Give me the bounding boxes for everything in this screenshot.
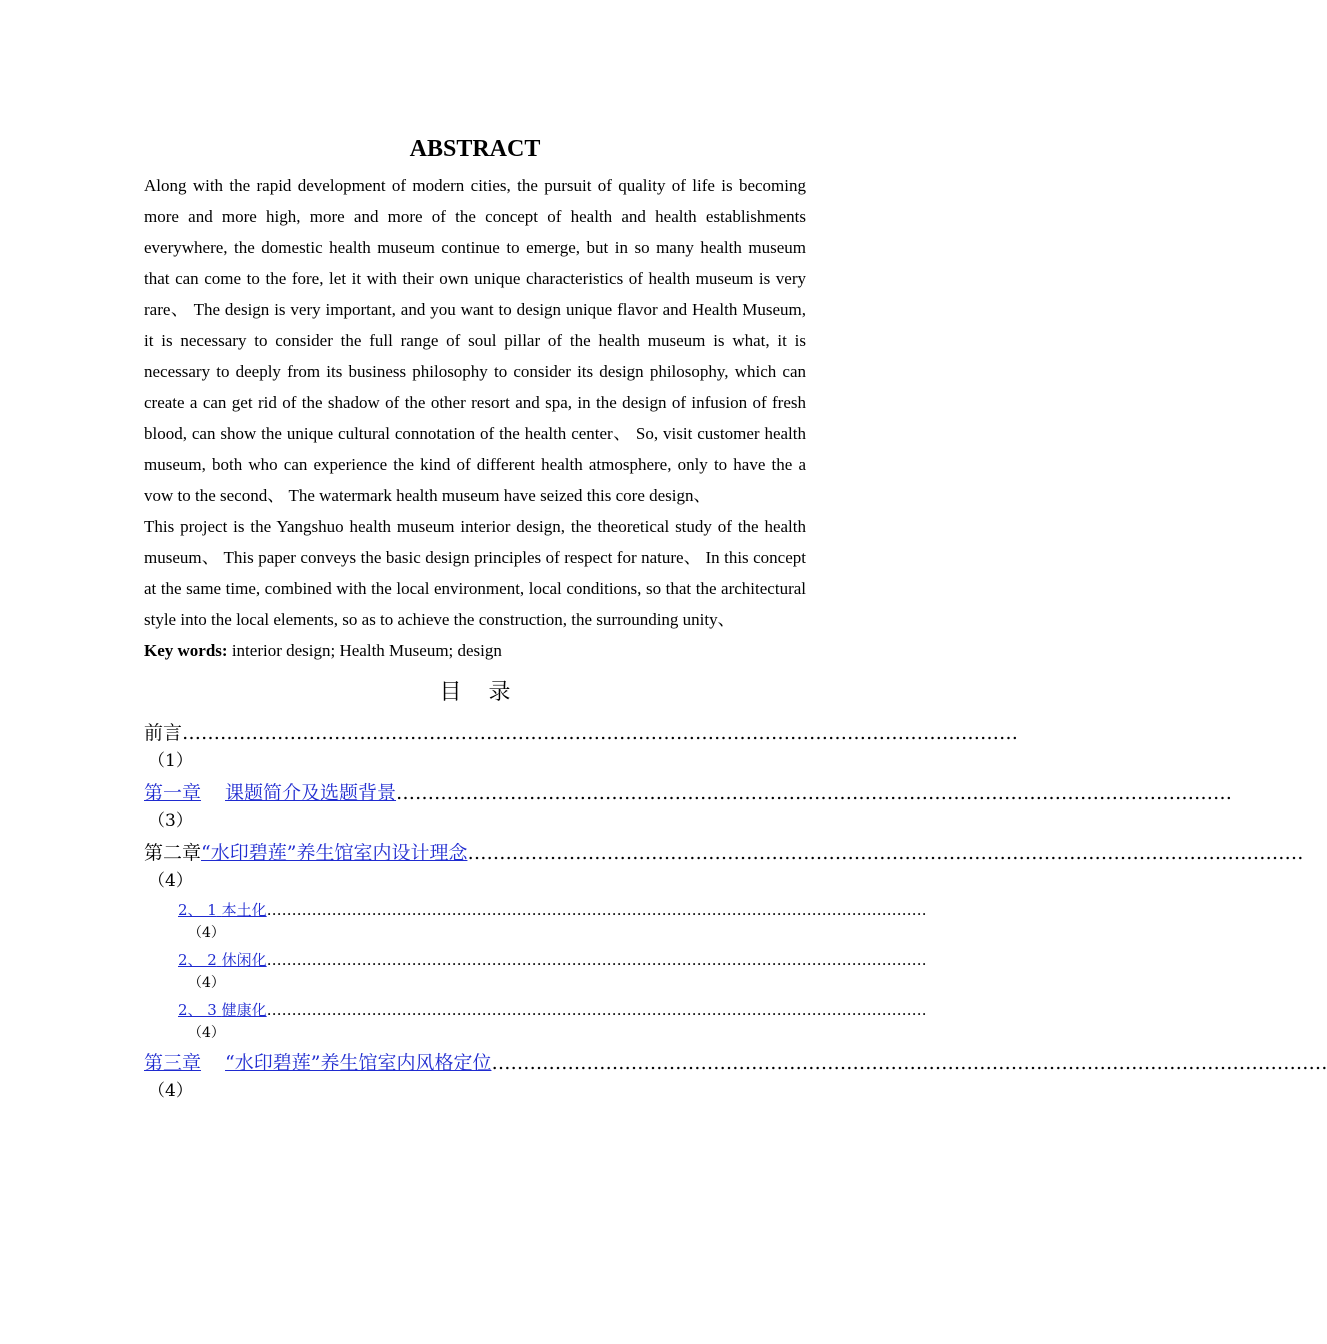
toc-leader-dots: ……………………………………………………………………………………………………………………	[266, 1001, 927, 1019]
toc-leader-dots: ……………………………………………………………………………………………………………………	[396, 782, 1233, 804]
toc-link-chapter-1[interactable]	[144, 778, 396, 808]
keywords-text: interior design; Health Museum; design	[227, 641, 502, 660]
toc-entry-chapter-3[interactable]	[144, 1048, 1327, 1104]
toc-chapter-title: “水印碧莲”养生馆室内风格定位	[225, 1052, 492, 1074]
toc-chapter-label: 第一章	[144, 782, 202, 804]
keywords-label: Key words:	[144, 641, 228, 660]
keywords	[144, 635, 806, 666]
toc-link-section-2-3[interactable]	[178, 998, 267, 1022]
toc-title: 目 录	[439, 680, 521, 705]
toc-link-section-2-2[interactable]	[178, 948, 267, 972]
toc-page-number: （4）	[188, 1025, 225, 1041]
toc-leader-dots: ……………………………………………………………………………………………………………………	[266, 901, 927, 919]
toc-chapter-label: 第三章	[144, 1052, 202, 1074]
toc-section-title: 本土化	[221, 901, 267, 919]
toc-entry-section-2-2[interactable]	[144, 948, 927, 994]
abstract-paragraph-1: Along with the rapid development of modern cities, the pursuit of quality of life is becoming more and more high, more and more of the concept of health and health establishments everywhere, the domestic health museum continue to emerge, but in so many health museum that can come to the fore, let it with their own unique characteristics of health museum is very rare、 The design is very important, and you want to design unique flavor and Health Museum, it is necessary to consider the full range of soul pillar of the health museum is what, it is necessary to deeply from its business philosophy to consider its design philosophy, which can create a can get rid of the shadow of the other resort and spa, in the design of infusion of fresh blood, can show the unique cultural connotation of the health center、 So, visit customer health museum, both who can experience the kind of different health atmosphere, only to have the a vow to the second、 The watermark health museum have seized this core design、	[144, 176, 806, 505]
document-page	[144, 134, 1327, 1108]
toc-page-number: （4）	[188, 975, 225, 991]
toc-leader-dots: ……………………………………………………………………………………………………………………	[467, 842, 1304, 864]
toc-entry-label: 前言	[144, 722, 183, 744]
toc-link-chapter-2[interactable]: “水印碧莲”养生馆室内设计理念	[201, 842, 468, 864]
toc-section-title: 健康化	[221, 1001, 267, 1019]
toc-entry-chapter-2[interactable]	[144, 838, 1304, 894]
toc-link-section-2-1[interactable]	[178, 898, 267, 922]
toc-chapter-title: 课题简介及选题背景	[225, 782, 397, 804]
toc-section-title: 休闲化	[221, 951, 267, 969]
toc-chapter-label: 第二章	[144, 842, 202, 864]
toc-page-number: （4）	[148, 1081, 193, 1101]
toc-entry-chapter-1[interactable]	[144, 778, 1233, 834]
toc-page-number: （4）	[188, 925, 225, 941]
toc-page-number: （3）	[148, 811, 193, 831]
toc-entry-section-2-3[interactable]	[144, 998, 927, 1044]
toc-leader-dots: ……………………………………………………………………………………………………………………	[182, 722, 1019, 744]
abstract-title: ABSTRACT	[409, 136, 541, 162]
toc-entry-preface	[144, 718, 1019, 774]
abstract-paragraph-2: This project is the Yangshuo health museum interior design, the theoretical study of the health museum、 This paper conveys the basic design principles of respect for nature、 In this concept at the same time, combined with the local environment, local conditions, so that the architectural style into the local elements, so as to achieve the construction, the surrounding unity、	[144, 517, 806, 629]
toc-leader-dots: ……………………………………………………………………………………………………………………	[266, 951, 927, 969]
toc-page-number: （4）	[148, 871, 193, 891]
toc-entry-section-2-1[interactable]	[144, 898, 927, 944]
toc-link-chapter-3[interactable]	[144, 1048, 491, 1078]
toc-section-number: 2、 1	[178, 901, 217, 919]
toc-leader-dots: ……………………………………………………………………………………………………………………	[491, 1052, 1327, 1074]
toc-page-number: （1）	[148, 751, 193, 771]
toc-section-number: 2、 3	[178, 1001, 217, 1019]
toc-section-number: 2、 2	[178, 951, 217, 969]
